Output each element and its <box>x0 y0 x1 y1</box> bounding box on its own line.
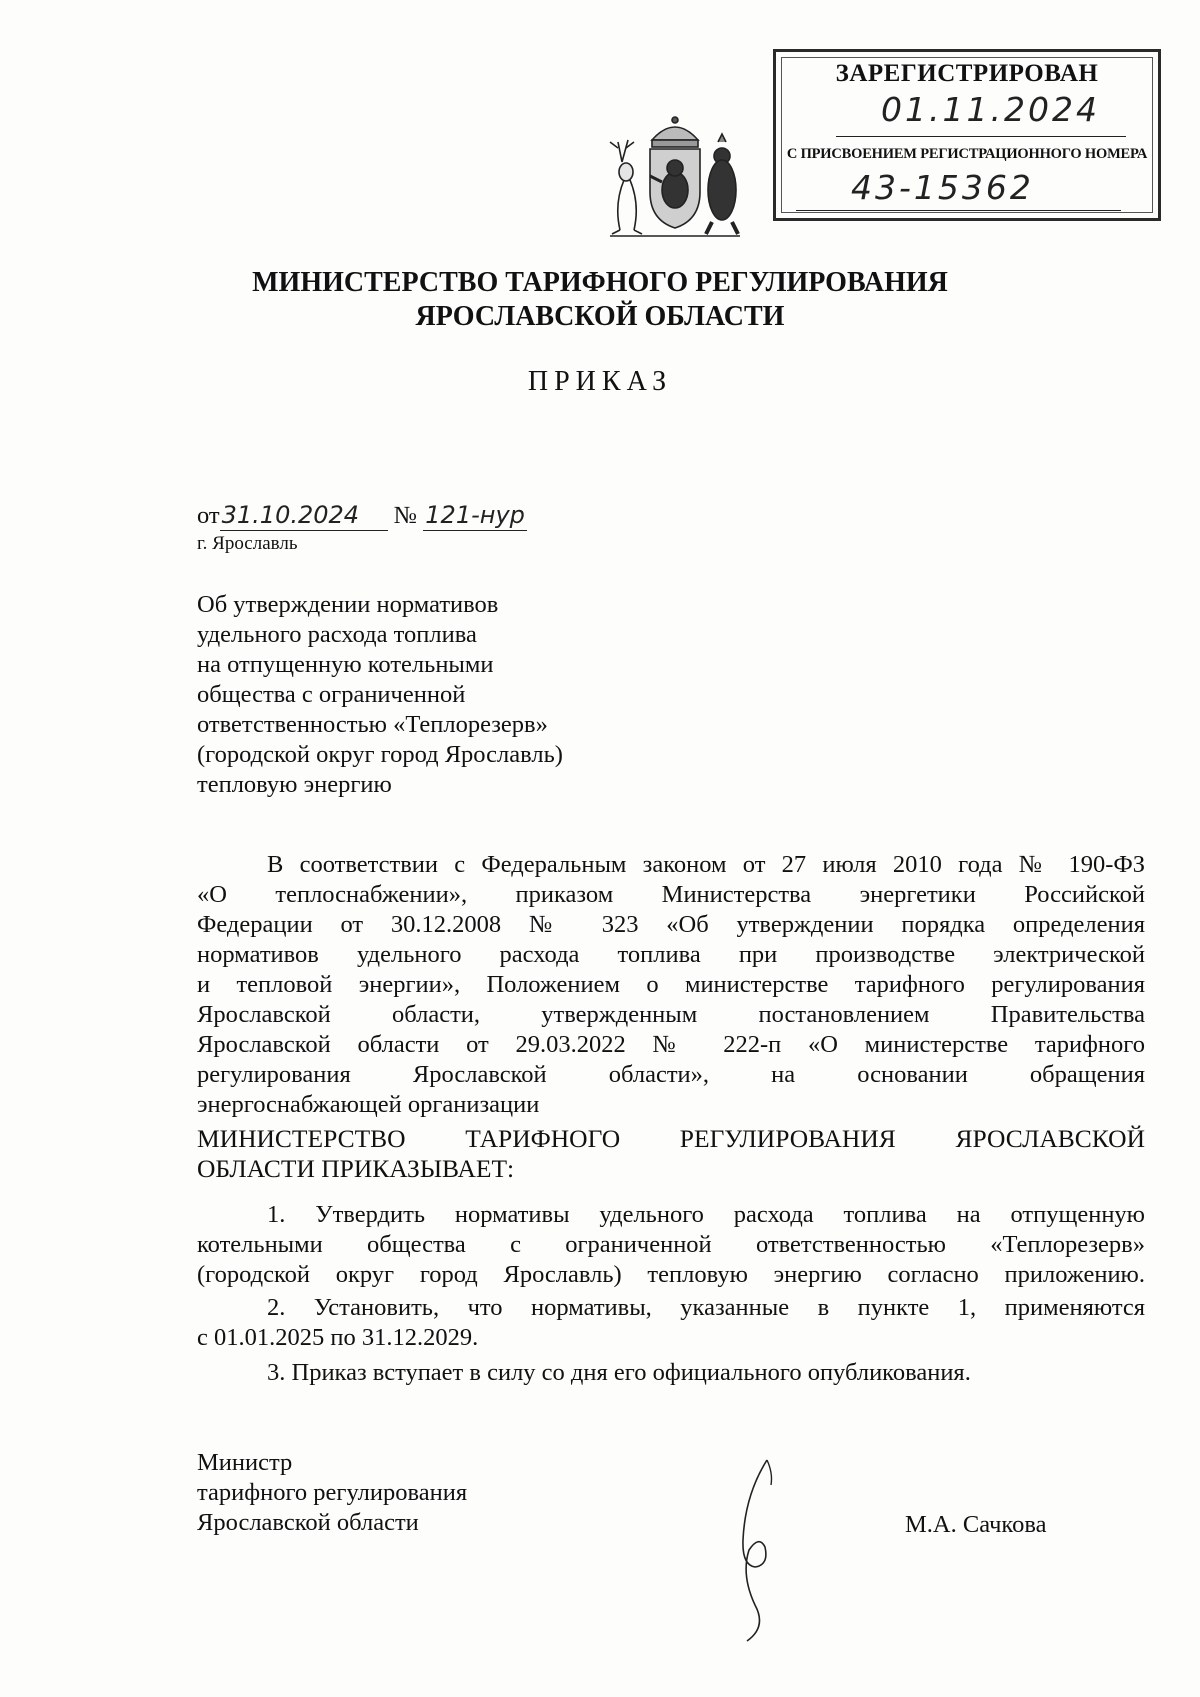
order-number: 121-нур <box>425 501 525 529</box>
organization-title-line1: МИНИСТЕРСТВО ТАРИФНОГО РЕГУЛИРОВАНИЯ <box>252 267 948 298</box>
signatory-name: М.А. Сачкова <box>905 1511 1047 1538</box>
orders-heading-line2: ОБЛАСТИ ПРИКАЗЫВАЕТ: <box>197 1154 515 1183</box>
order-date: 31.10.2024 <box>220 500 388 531</box>
preamble <box>197 850 1145 1120</box>
subject-line: удельного расхода топлива <box>197 621 477 648</box>
signatory-title-line: Ярославской области <box>197 1509 419 1536</box>
preamble-line: энергоснабжающей организации <box>197 1091 540 1118</box>
preamble-line: регулирования Ярославской области», на основании обращения <box>197 1061 1145 1088</box>
stamp-registration-number: 43-15362 <box>851 168 1034 207</box>
preamble-line: «О теплоснабжении», приказом Министерства энергетики Российской <box>197 881 1145 908</box>
preamble-line: и тепловой энергии», Положением о министерстве тарифного регулирования <box>197 971 1145 998</box>
handwritten-signature <box>725 1455 795 1645</box>
preamble-line: Ярославской области, утвержденным постановлением Правительства <box>197 1001 1145 1028</box>
signatory-title-line: тарифного регулирования <box>197 1479 468 1506</box>
subject-line: общества с ограниченной <box>197 681 466 708</box>
item1-line: (городской округ город Ярославль) тепловую энергию согласно приложению. <box>197 1261 1145 1288</box>
preamble-line: нормативов удельного расхода топлива при производстве электрической <box>197 941 1145 968</box>
item2-line: 2. Установить, что нормативы, указанные в пункте 1, применяются <box>267 1294 1145 1321</box>
preamble-line: В соответствии с Федеральным законом от 27 июля 2010 года № 190-ФЗ <box>267 851 1145 878</box>
stamp-date-line <box>836 136 1126 137</box>
signatory-title <box>197 1448 597 1538</box>
item1-line: котельными общества с ограниченной ответственностью «Теплорезерв» <box>197 1231 1145 1258</box>
preamble-line: Федерации от 30.12.2008 № 323 «Об утверждении порядка определения <box>197 911 1145 938</box>
orders-heading-line1: МИНИСТЕРСТВО ТАРИФНОГО РЕГУЛИРОВАНИЯ ЯРОСЛАВСКОЙ <box>197 1124 1145 1153</box>
orders-heading <box>197 1124 1145 1184</box>
preamble-line: Ярославской области от 29.03.2022 № 222-п «О министерстве тарифного <box>197 1031 1145 1058</box>
item3: 3. Приказ вступает в силу со дня его официального опубликования. <box>267 1359 971 1386</box>
city: г. Ярославль <box>197 533 298 554</box>
subject-line: на отпущенную котельными <box>197 651 494 678</box>
order-subject <box>197 590 657 800</box>
stamp-title: ЗАРЕГИСТРИРОВАН <box>835 60 1099 87</box>
stamp-subtitle: С ПРИСВОЕНИЕМ РЕГИСТРАЦИОННОГО НОМЕРА <box>786 146 1148 162</box>
item1-line: 1. Утвердить нормативы удельного расхода топлива на отпущенную <box>267 1201 1145 1228</box>
subject-line: тепловую энергию <box>197 771 392 798</box>
order-items <box>197 1200 1145 1388</box>
stamp-registration-date: 01.11.2024 <box>881 90 1100 129</box>
item2-line: с 01.01.2025 по 31.12.2029. <box>197 1324 479 1351</box>
stamp-number-line <box>796 210 1121 211</box>
signatory-title-line: Министр <box>197 1449 293 1476</box>
document-type: ПРИКАЗ <box>527 366 673 397</box>
subject-line: ответственностью «Теплорезерв» <box>197 711 548 738</box>
subject-line: (городской округ город Ярославль) <box>197 741 563 768</box>
order-date-number-line <box>197 500 527 531</box>
yaroslavl-coat-of-arms-icon <box>600 112 750 242</box>
number-prefix: № <box>393 502 418 529</box>
registration-stamp <box>773 49 1161 221</box>
date-prefix: от <box>197 502 220 529</box>
subject-line: Об утверждении нормативов <box>197 591 499 618</box>
organization-title-line2: ЯРОСЛАВСКОЙ ОБЛАСТИ <box>415 301 785 332</box>
